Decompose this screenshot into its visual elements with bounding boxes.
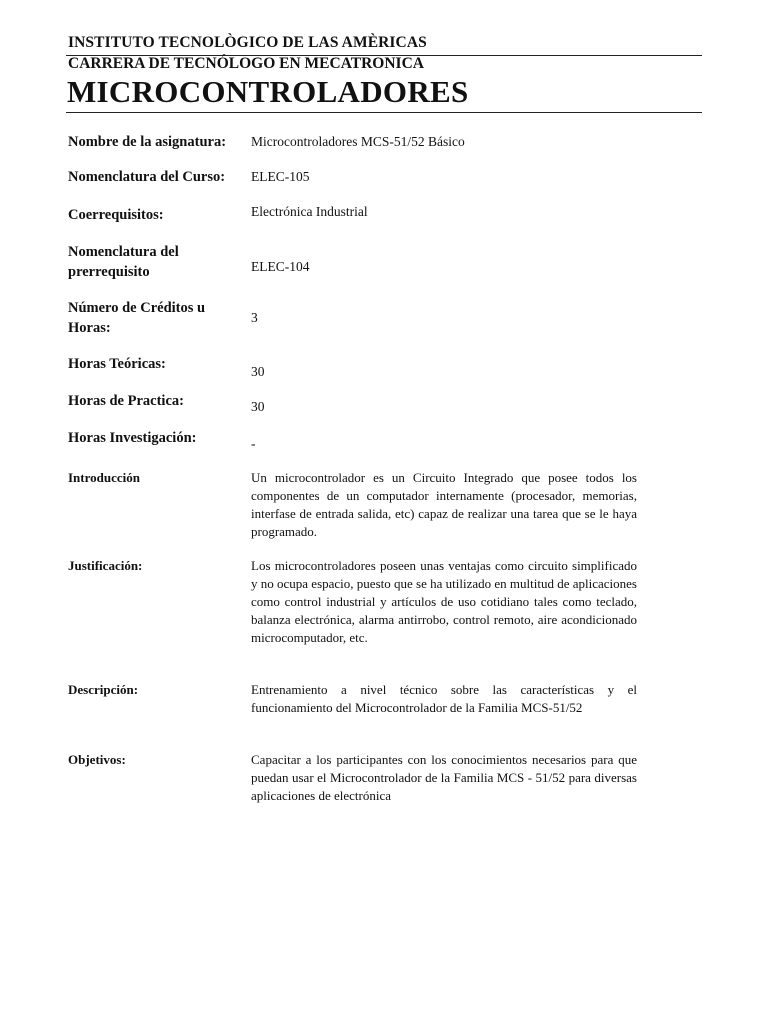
section-label-descripcion: Descripción: [68,682,139,697]
section-text-justificacion: Los microcontroladores poseen unas ventajas como circuito simplificado y no ocupa espacio, puesto que se ha utilizado en multitud de aplicaciones como control industrial y artículos de uso cotidiano tales como teclado, balanza electrónica, alarma antirrobo, control remoto, aire acondicionado microcomputador, etc. [251,558,637,645]
header-divider-bottom [66,112,702,113]
field-label-creditos: Número de Créditos u Horas: [68,300,206,336]
field-label-horas-teoricas: Horas Teóricas: [68,356,166,372]
field-label-horas-practica: Horas de Practica: [68,393,184,409]
field-label-horas-investigacion: Horas Investigación: [68,430,197,446]
field-value-prerrequisito: ELEC-104 [251,259,310,274]
section-text-objetivos: Capacitar a los participantes con los conocimientos necesarios para que puedan usar el Microcontrolador de la Familia MCS - 51/52 para diversas aplicaciones de electrónica [251,752,637,803]
field-value-horas-teoricas: 30 [251,364,265,379]
field-value-nombre: Microcontroladores MCS-51/52 Básico [251,134,465,149]
field-label-coerrequisitos: Coerrequisitos: [68,207,164,223]
section-label-justificacion: Justificación: [68,558,143,573]
section-text-descripcion: Entrenamiento a nivel técnico sobre las características y el funcionamiento del Microcontrolador de la Familia MCS-51/52 [251,682,637,715]
career-name: CARRERA DE TECNÓLOGO EN MECATRONICA [68,55,424,72]
field-label-prerrequisito: Nomenclatura del prerrequisito [68,244,179,280]
field-label-nombre: Nombre de la asignatura: [68,134,227,150]
section-label-introduccion: Introducción [68,470,140,485]
field-value-horas-investigacion: - [251,436,256,451]
document-title: MICROCONTROLADORES [67,74,469,109]
field-label-nomenclatura-curso: Nomenclatura del Curso: [68,169,226,185]
institution-name: INSTITUTO TECNOLÒGICO DE LAS AMÈRICAS [68,34,427,51]
section-text-introduccion: Un microcontrolador es un Circuito Integrado que posee todos los componentes de un computador internamente (procesador, memorias, interfase de entrada salida, etc) capaz de realizar una tarea que se le haya programado. [251,470,637,539]
section-label-objetivos: Objetivos: [68,752,126,767]
field-value-horas-practica: 30 [251,399,265,414]
field-value-coerrequisitos: Electrónica Industrial [251,204,368,219]
field-value-nomenclatura-curso: ELEC-105 [251,169,310,184]
field-value-creditos: 3 [251,310,258,325]
